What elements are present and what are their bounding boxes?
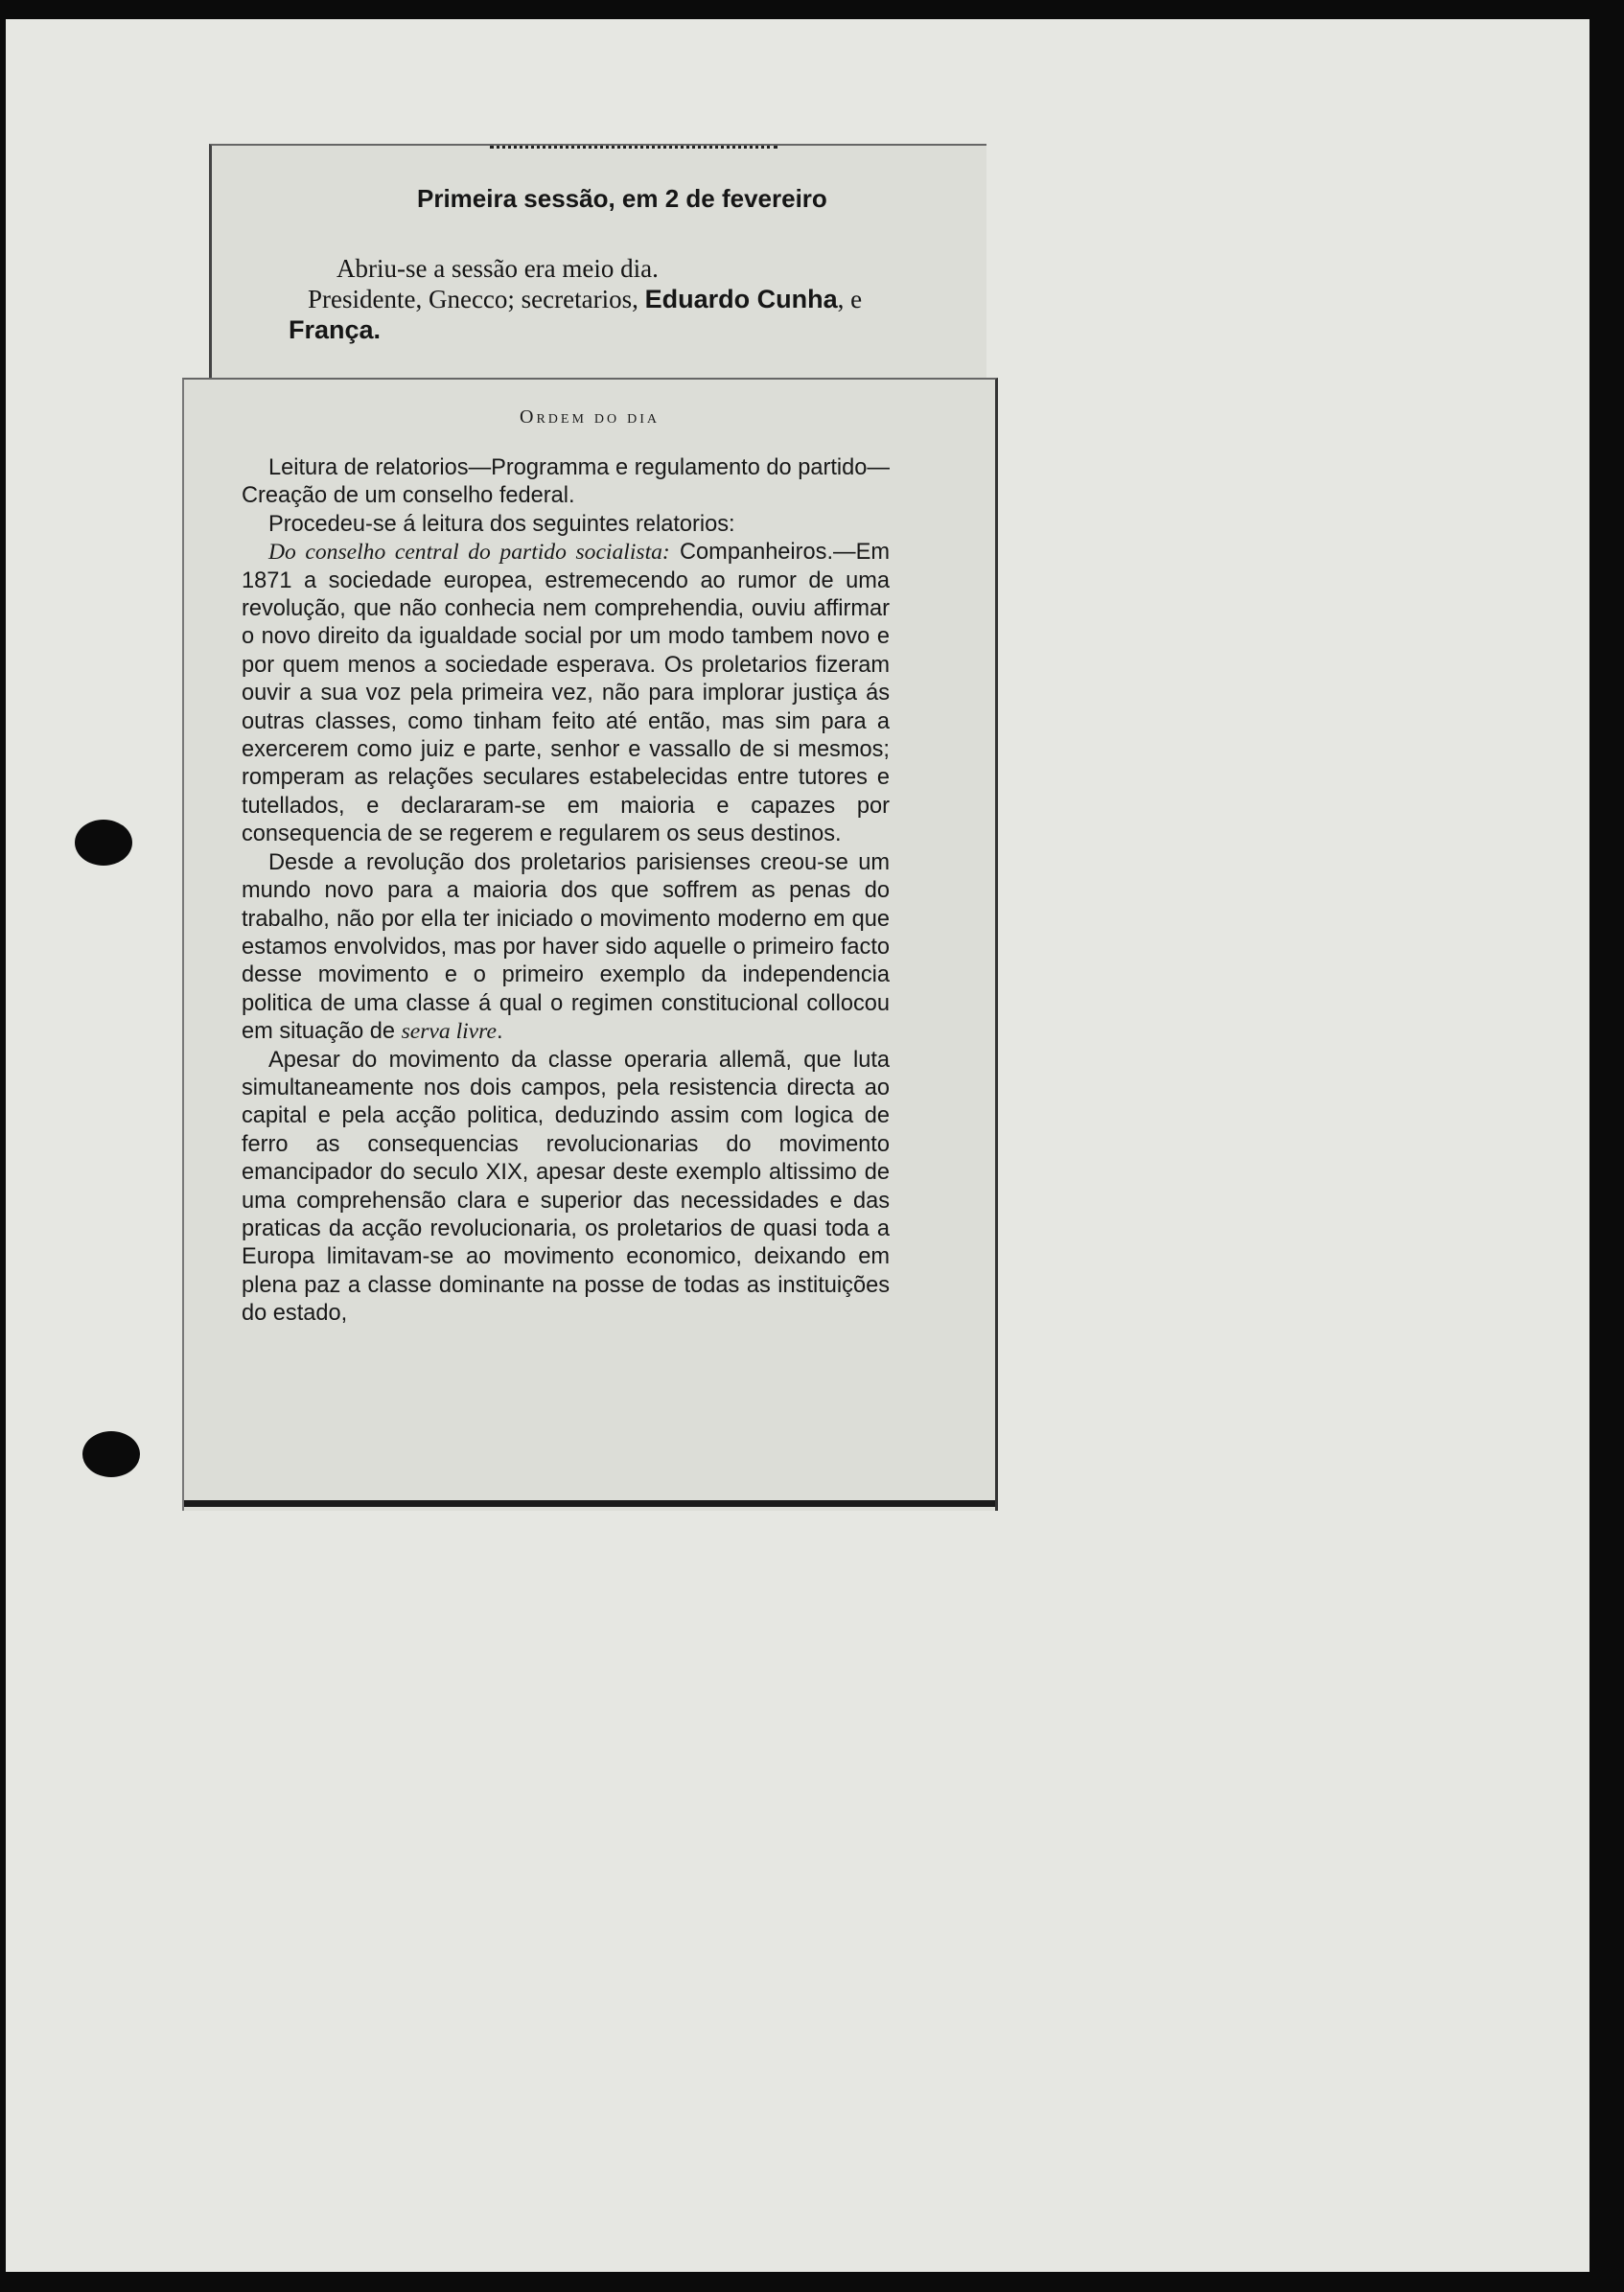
decorative-border (490, 132, 777, 149)
bottom-rule (184, 1500, 995, 1507)
order-of-day-heading: Ordem do dia (520, 406, 660, 428)
punch-hole-top (75, 820, 132, 866)
paragraph-council (242, 539, 890, 848)
paragraph-revolution (242, 849, 890, 1047)
revolution-end: . (496, 1019, 503, 1045)
officers-suffix: , e (837, 285, 863, 313)
officers-name: Eduardo Cunha (644, 285, 838, 313)
officers-prefix: Presidente, Gnecco; secretarios, (308, 285, 645, 313)
officers-line-end: França. (289, 315, 382, 344)
council-text: Companheiros.—Em 1871 a sociedade europea, estremecendo ao rumor de uma revolução, que não conhecia nem comprehendia, ouviu affirmar o novo direito da igualdade social por um modo tambem novo e por quem menos a sociedade esperava. Os proletarios fizeram ouvir a sua voz pela primeira vez, não para implorar justiça ás outras classes, como tinham feito até então, mas sim para a exercerem como juiz e parte, senhor e vassallo de si mesmos; romperam as relações seculares estabelecidas entre tutores e tutellados, e declararam-se em maioria e capazes por consequencia de se regerem e regularem os seus destinos. (242, 540, 890, 847)
newspaper-clipping-body (182, 378, 998, 1511)
clipping-text (242, 454, 890, 1329)
paragraph-reports: Procedeu-se á leitura dos seguintes relatorios: (268, 511, 735, 537)
session-title: Primeira sessão, em 2 de fevereiro (417, 184, 827, 213)
paragraph-agenda: Leitura de relatorios—Programma e regulamento do partido—Creação de um conselho federal. (242, 455, 890, 509)
paragraph-movement: Apesar do movimento da classe operaria allemã, que luta simultaneamente nos dois campos, pela resistencia directa ao capital e pela acção politica, deduzindo assim com logica de ferro as consequencias revolucionarias do movimento emancipador do seculo XIX, apesar deste exemplo altissimo de uma comprehensão clara e superior das necessidades e das praticas da acção revolucionaria, os proletarios de quasi toda a Europa limitavam-se ao movimento economico, deixando em plena paz a classe dominante na posse de todas as instituições do estado, (242, 1047, 890, 1327)
revolution-text: Desde a revolução dos proletarios parisienses creou-se um mundo novo para a maioria dos que soffrem as penas do trabalho, não por ella ter iniciado o movimento moderno em que estamos envolvidos, mas por haver sido aquelle o primeiro facto desse movimento e o primeiro exemplo da independencia politica de uma classe á qual o regimen constitucional collocou em situação de (242, 849, 890, 1045)
punch-hole-bottom (82, 1431, 140, 1477)
council-italic: Do conselho central do partido socialista: (268, 540, 670, 566)
session-opening (289, 253, 960, 345)
newspaper-clipping-header (209, 144, 986, 385)
officers-line (308, 284, 960, 314)
opening-line: Abriu-se a sessão era meio dia. (336, 254, 659, 283)
revolution-italic: serva livre (401, 1019, 497, 1045)
